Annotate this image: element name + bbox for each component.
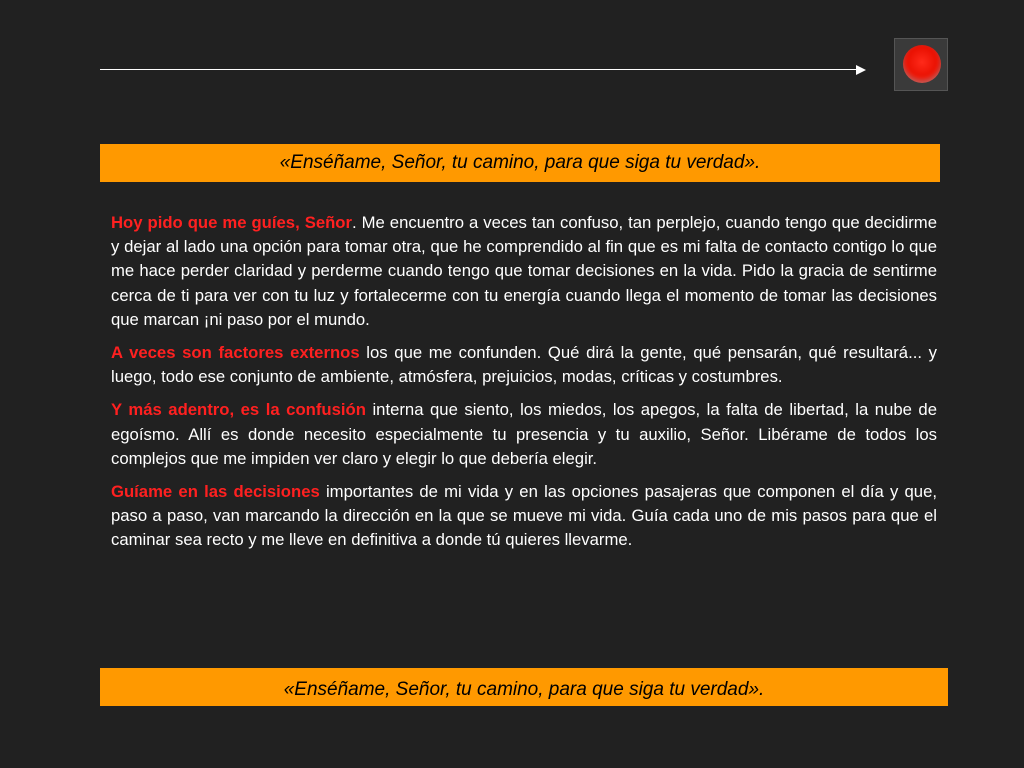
arrow-line <box>100 69 858 70</box>
paragraph <box>111 398 937 471</box>
paragraph-lead: Guíame en las decisiones <box>111 482 320 502</box>
paragraph-lead: Y más adentro, es la confusión <box>111 400 366 420</box>
red-stop-icon <box>903 45 941 83</box>
body-text <box>111 211 937 562</box>
banner-bottom: «Enséñame, Señor, tu camino, para que siga tu verdad». <box>100 668 948 706</box>
paragraph <box>111 480 937 553</box>
paragraph-text: importantes de mi vida y en las opciones pasajeras que componen el día y que, paso a paso, van marcando la dirección en la que se mueve mi vida. Guía cada uno de mis pasos para que el caminar sea recto y me lleve en definitiva a donde tú quieres llevarme. <box>111 482 937 550</box>
paragraph <box>111 211 937 332</box>
paragraph-text: interna que siento, los miedos, los apegos, la falta de libertad, la nube de egoísmo. Allí es donde necesito especialmente tu presencia y tu auxilio, Señor. Libérame de todos los complejos que me impiden ver claro y elegir lo que debería elegir. <box>111 400 937 468</box>
arrow-right-icon <box>856 65 866 75</box>
paragraph-text: los que me confunden. Qué dirá la gente, qué pensarán, qué resultará... y luego, todo ese conjunto de ambiente, atmósfera, prejuicios, modas, críticas y costumbres. <box>111 343 937 387</box>
paragraph-text: . Me encuentro a veces tan confuso, tan perplejo, cuando tengo que decidirme y dejar al lado una opción para tomar otra, que he comprendido al fin que es mi falta de contacto contigo lo que me hace perder claridad y perderme cuando tengo que tomar decisiones en la vida. Pido la gracia de sentirme cerca de ti para ver con tu luz y fortalecerme con tu energía cuando llega el momento de tomar las decisiones que marcan ¡ni paso por el mundo. <box>111 213 937 329</box>
paragraph <box>111 341 937 389</box>
red-stop-button[interactable] <box>894 38 948 91</box>
paragraph-lead: A veces son factores externos <box>111 343 360 363</box>
banner-top: «Enséñame, Señor, tu camino, para que siga tu verdad». <box>100 144 940 182</box>
paragraph-lead: Hoy pido que me guíes, Señor <box>111 213 352 232</box>
